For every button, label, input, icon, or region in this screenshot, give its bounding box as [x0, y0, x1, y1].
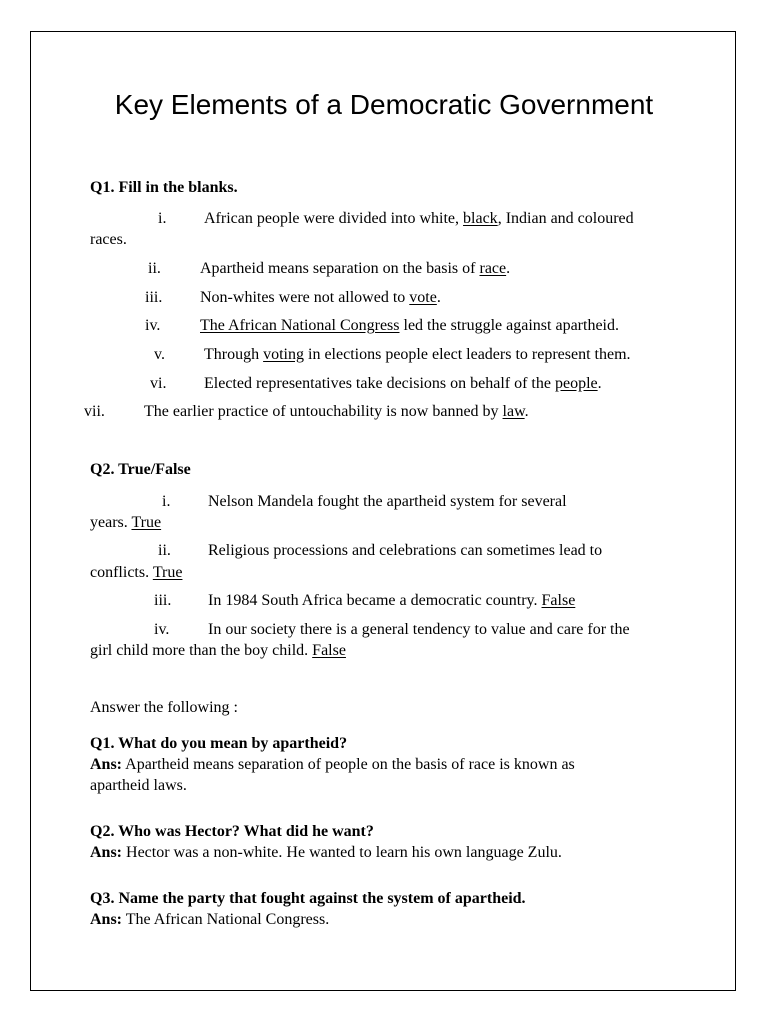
section1-heading: Q1. Fill in the blanks. — [90, 179, 238, 196]
fill-answer: race — [479, 260, 507, 277]
tf-item-num: iii. — [154, 592, 172, 609]
fill-answer: law — [502, 403, 525, 420]
answer-continuation: apartheid laws. — [90, 777, 187, 794]
fill-item-num: iii. — [145, 289, 163, 306]
tf-answer: False — [312, 642, 346, 659]
fill-item-num: vii. — [84, 403, 105, 420]
fill-item-num: ii. — [148, 260, 161, 277]
tf-item-continuation: years. True — [90, 514, 162, 531]
tf-answer: False — [541, 592, 576, 609]
answer: Ans: Hector was a non-white. He wanted to learn his own language Zulu. — [90, 844, 562, 861]
fill-item-num: v. — [154, 346, 165, 363]
fill-item: Through voting in elections people elect leaders to represent them. — [204, 346, 631, 363]
question: Q1. What do you mean by apartheid? — [90, 735, 348, 752]
fill-item-num: iv. — [145, 317, 161, 334]
fill-item: The earlier practice of untouchability is now banned by law. — [144, 403, 529, 420]
fill-answer: people — [554, 375, 598, 392]
fill-answer: vote — [409, 289, 437, 306]
tf-item-num: iv. — [154, 621, 170, 638]
fill-item: African people were divided into white, black, Indian and coloured — [204, 210, 634, 227]
tf-answer: True — [152, 564, 183, 581]
tf-item: In our society there is a general tendency to value and care for the — [208, 621, 630, 638]
answer: Ans: Apartheid means separation of people on the basis of race is known as — [90, 756, 575, 773]
answer: Ans: The African National Congress. — [90, 911, 330, 928]
tf-item: In 1984 South Africa became a democratic country. False — [208, 592, 576, 609]
fill-item-continuation: races. — [90, 231, 127, 248]
tf-item-continuation: conflicts. True — [90, 564, 183, 581]
fill-item: Elected representatives take decisions on behalf of the people. — [204, 375, 602, 392]
tf-item-num: i. — [162, 493, 171, 510]
tf-item-continuation: girl child more than the boy child. False — [90, 642, 346, 659]
tf-answer: True — [131, 514, 162, 531]
tf-item-num: ii. — [158, 542, 171, 559]
section2-heading: Q2. True/False — [90, 461, 191, 478]
tf-item: Religious processions and celebrations can sometimes lead to — [208, 542, 603, 559]
fill-item: Non-whites were not allowed to vote. — [200, 289, 441, 306]
question: Q3. Name the party that fought against the system of apartheid. — [90, 890, 526, 907]
fill-item-num: vi. — [150, 375, 167, 392]
page-title: Key Elements of a Democratic Government — [114, 89, 654, 120]
question: Q2. Who was Hector? What did he want? — [90, 823, 374, 840]
fill-answer: black — [463, 210, 498, 227]
fill-answer: The African National Congress — [200, 317, 400, 334]
fill-item: Apartheid means separation on the basis of race. — [200, 260, 511, 277]
section3-heading: Answer the following : — [90, 699, 238, 716]
fill-item-num: i. — [158, 210, 167, 227]
tf-item: Nelson Mandela fought the apartheid system for several — [208, 493, 567, 510]
fill-item: The African National Congress led the struggle against apartheid. — [200, 317, 619, 334]
fill-answer: voting — [263, 346, 304, 363]
